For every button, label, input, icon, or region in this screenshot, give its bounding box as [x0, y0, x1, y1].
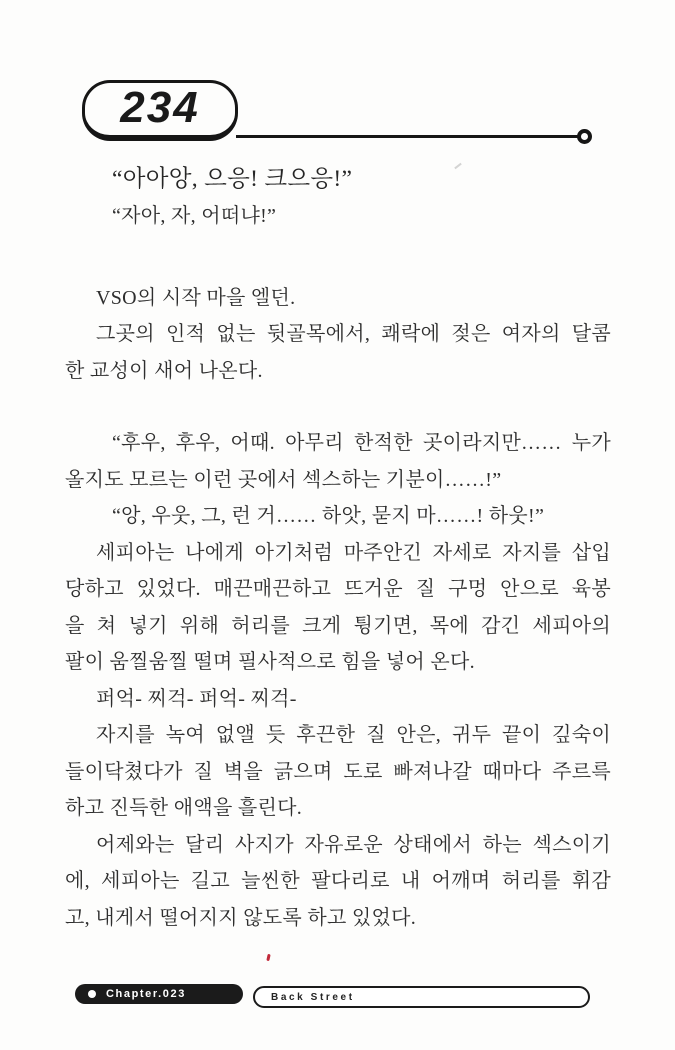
- header-rule-end-ring: [577, 129, 592, 144]
- text-line: 에, 세피아는 길고 늘씬한 팔다리로 내 어깨며 허리를 휘감: [65, 870, 611, 892]
- text-line: 고, 내게서 떨어지지 않도록 하고 있었다.: [65, 906, 417, 929]
- text-line: 세피아는 나에게 아기처럼 마주안긴 자세로 자지를 삽입: [96, 541, 611, 564]
- text-line: “자아, 자, 어떠냐!”: [112, 205, 277, 227]
- text-line: “앙, 우웃, 그, 런 거…… 하앗, 묻지 마……! 하웃!”: [112, 505, 545, 527]
- text-line: 퍼억- 찌걱- 퍼억- 찌걱-: [96, 687, 297, 710]
- body-text: [65, 160, 611, 936]
- text-line: 어제와는 달리 사지가 자유로운 상태에서 하는 섹스이기: [96, 833, 611, 856]
- text-line: 그곳의 인적 없는 뒷골목에서, 쾌락에 젖은 여자의 달콤: [96, 323, 611, 345]
- section-title-badge: [253, 986, 590, 1008]
- text-line: 을 쳐 넣기 위해 허리를 크게 튕기면, 목에 감긴 세피아의: [65, 614, 611, 637]
- text-line: VSO의 시작 마을 엘던.: [96, 286, 296, 309]
- text-line: “아아앙, 으응! 크으응!”: [112, 166, 353, 192]
- red-ink-speck: [266, 954, 270, 961]
- text-line: 하고 진득한 애액을 흘린다.: [65, 797, 303, 819]
- page-number: 234: [120, 83, 200, 132]
- text-line: “후우, 후우, 어때. 아무리 한적한 곳이라지만…… 누가: [112, 432, 611, 454]
- text-line: 올지도 모르는 이런 곳에서 섹스하는 기분이……!”: [65, 468, 502, 491]
- text-line: 자지를 녹여 없앨 듯 후끈한 질 안은, 귀두 끝이 깊숙이: [96, 724, 611, 746]
- header-rule: [236, 135, 578, 138]
- page-number-badge: [82, 80, 238, 141]
- bullet-dot-icon: [88, 990, 96, 998]
- chapter-badge: [75, 984, 243, 1004]
- text-line: 팔이 움찔움찔 떨며 필사적으로 힘을 넣어 온다.: [65, 651, 475, 673]
- text-line: 한 교성이 새어 나온다.: [65, 359, 263, 382]
- chapter-label: Chapter.023: [106, 988, 186, 1000]
- text-line: 당하고 있었다. 매끈매끈하고 뜨거운 질 구멍 안으로 육봉: [65, 578, 611, 600]
- section-title-label: Back Street: [271, 991, 355, 1003]
- text-line: 들이닥쳤다가 질 벽을 긁으며 도로 빠져나갈 때마다 주르륵: [65, 760, 611, 783]
